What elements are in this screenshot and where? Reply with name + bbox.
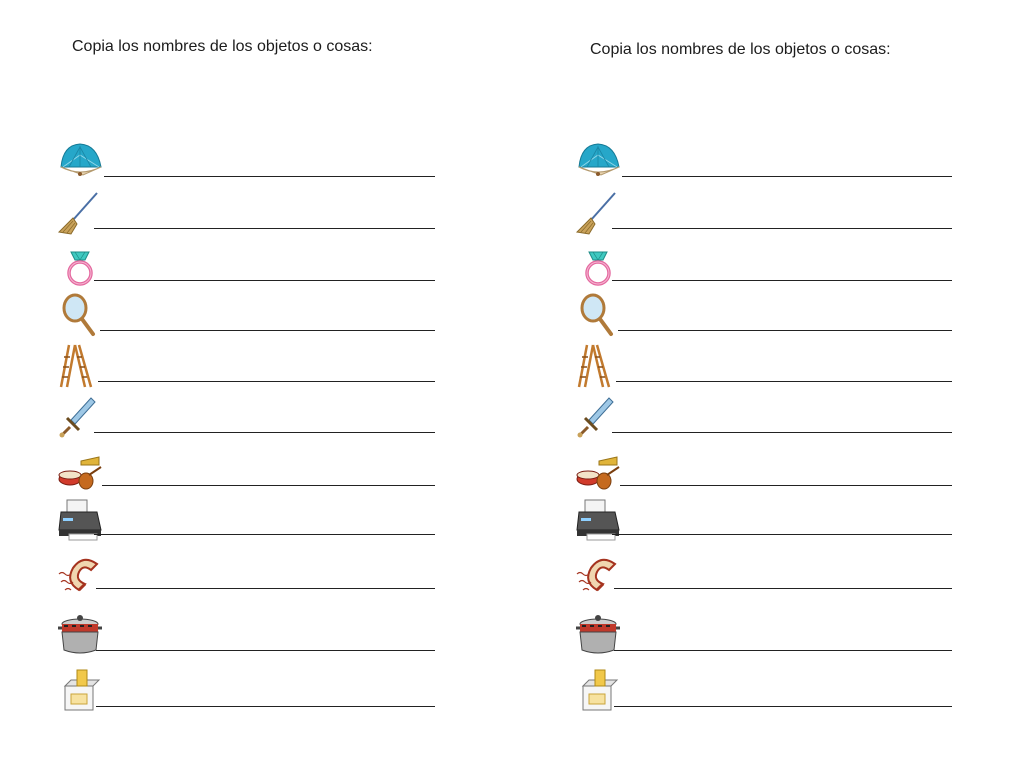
page-title-right: Copia los nombres de los objetos o cosas:	[590, 41, 891, 58]
answer-line[interactable]	[96, 588, 435, 589]
ballot-box-icon	[573, 668, 623, 714]
cooking-pot-icon	[55, 612, 105, 658]
answer-line[interactable]	[612, 534, 952, 535]
musical-instruments-icon	[573, 447, 623, 493]
answer-line[interactable]	[622, 176, 952, 177]
broom-icon	[55, 190, 105, 236]
printer-icon	[55, 496, 105, 542]
sword-icon	[55, 394, 105, 440]
sword-icon	[573, 394, 623, 440]
answer-line[interactable]	[620, 485, 952, 486]
printer-icon	[573, 496, 623, 542]
ladder-icon	[573, 343, 623, 389]
magnet-icon	[55, 550, 105, 596]
answer-line[interactable]	[96, 706, 435, 707]
answer-line[interactable]	[102, 485, 435, 486]
ladder-icon	[55, 343, 105, 389]
answer-line[interactable]	[614, 650, 952, 651]
ring-icon	[573, 242, 623, 288]
answer-line[interactable]	[96, 650, 435, 651]
answer-line[interactable]	[612, 280, 952, 281]
cooking-pot-icon	[573, 612, 623, 658]
answer-line[interactable]	[94, 280, 435, 281]
musical-instruments-icon	[55, 447, 105, 493]
fan-icon	[55, 138, 105, 184]
answer-line[interactable]	[94, 432, 435, 433]
page-title-left: Copia los nombres de los objetos o cosas:	[72, 38, 373, 55]
answer-line[interactable]	[612, 432, 952, 433]
ring-icon	[55, 242, 105, 288]
answer-line[interactable]	[94, 534, 435, 535]
answer-line[interactable]	[614, 588, 952, 589]
answer-line[interactable]	[618, 330, 952, 331]
broom-icon	[573, 190, 623, 236]
ballot-box-icon	[55, 668, 105, 714]
mirror-icon	[573, 292, 623, 338]
answer-line[interactable]	[100, 330, 435, 331]
magnet-icon	[573, 550, 623, 596]
answer-line[interactable]	[94, 228, 435, 229]
mirror-icon	[55, 292, 105, 338]
answer-line[interactable]	[612, 228, 952, 229]
answer-line[interactable]	[614, 706, 952, 707]
answer-line[interactable]	[104, 176, 435, 177]
answer-line[interactable]	[616, 381, 952, 382]
fan-icon	[573, 138, 623, 184]
answer-line[interactable]	[98, 381, 435, 382]
